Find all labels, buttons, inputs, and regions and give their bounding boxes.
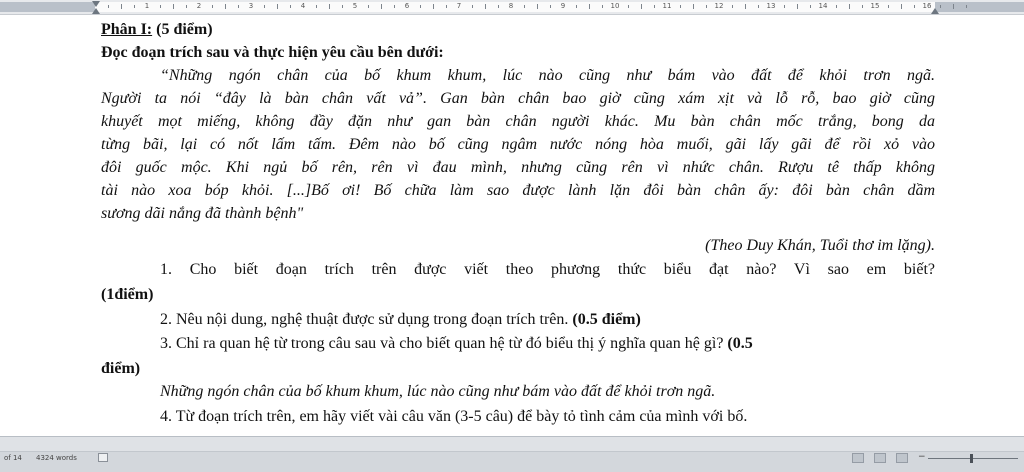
ruler-tick (173, 4, 174, 9)
question-2 (160, 310, 641, 330)
ruler-number: 14 (818, 2, 828, 10)
ruler-tick (641, 4, 642, 9)
ruler-tick (108, 5, 109, 8)
word-count[interactable]: 4324 words (36, 454, 77, 462)
ruler-tick (446, 5, 447, 8)
ruler-tick (368, 5, 369, 8)
ruler-number: 3 (248, 2, 254, 10)
full-screen-view-button[interactable] (874, 453, 886, 463)
question-1-points: (1điểm) (101, 286, 154, 303)
question-3-sentence: Những ngón chân của bố khum khum, lúc nào cũng như bám vào đất để khỏi trơn ngã. (160, 383, 716, 400)
ruler-right-margin (935, 2, 1024, 12)
ruler-number: 9 (560, 2, 566, 10)
status-bar (0, 436, 1024, 471)
passage-line-5: đôi guốc mộc. Khi ngủ bố rên, rên vì đau mình, nhưng cũng rên vì nhức chân. Rượu tê thấp không (101, 159, 935, 176)
passage-line-7: sương dãi nắng đã thành bệnh" (101, 205, 304, 222)
ruler-tick (537, 4, 538, 9)
section-heading (101, 20, 213, 40)
ruler-tick (784, 5, 785, 8)
ruler-tick (238, 5, 239, 8)
hanging-indent-marker[interactable] (92, 8, 100, 14)
ruler-tick (693, 4, 694, 9)
ruler-number: 5 (352, 2, 358, 10)
ruler-tick (225, 4, 226, 9)
passage-line-6: tài nào xoa bóp khỏi. [...]Bố ơi! Bố chữa làm sao được lành lặn đôi bàn chân ấy: đôi bàn chân dầm (101, 182, 935, 199)
ruler-tick (524, 5, 525, 8)
question-3 (160, 334, 753, 354)
page-info[interactable]: of 14 (4, 454, 22, 462)
ruler-tick (849, 4, 850, 9)
ruler-tick (589, 4, 590, 9)
ruler-tick (134, 5, 135, 8)
source-citation: (Theo Duy Khán, Tuổi thơ im lặng). (705, 237, 935, 254)
ruler-tick (914, 5, 915, 8)
passage-line-3: khuyết mọt miếng, không đầy đặn như gan bàn chân người khác. Mu bàn chân mốc trắng, bong da (101, 113, 935, 130)
ruler-tick (810, 5, 811, 8)
zoom-out-icon[interactable]: − (918, 452, 926, 462)
ruler-tick (212, 5, 213, 8)
ruler-tick (628, 5, 629, 8)
ruler-number: 2 (196, 2, 202, 10)
question-2-text: 2. Nêu nội dung, nghệ thuật được sử dụng trong đoạn trích trên. (160, 311, 573, 328)
ruler-tick (264, 5, 265, 8)
ruler-tick (498, 5, 499, 8)
ruler-tick (485, 4, 486, 9)
ruler-tick (472, 5, 473, 8)
ruler-text-area (95, 2, 935, 12)
ruler-tick (381, 4, 382, 9)
ruler-number: 13 (766, 2, 776, 10)
web-layout-view-button[interactable] (896, 453, 908, 463)
ruler-tick (329, 4, 330, 9)
horizontal-ruler[interactable] (0, 0, 1024, 15)
ruler-tick (316, 5, 317, 8)
ruler-tick (654, 5, 655, 8)
ruler-number: 7 (456, 2, 462, 10)
ruler-tick (966, 5, 967, 8)
ruler-number: 11 (662, 2, 672, 10)
passage-line-2: Người ta nói “đây là bàn chân vất vả”. Gan bàn chân bao giờ cũng xám xịt và lỗ rỗ, bao giờ cũng (101, 90, 935, 107)
question-1: 1. Cho biết đoạn trích trên được viết theo phương thức biểu đạt nào? Vì sao em biết? (160, 261, 935, 278)
proofing-icon[interactable] (98, 453, 108, 462)
ruler-tick (342, 5, 343, 8)
zoom-slider-thumb[interactable] (970, 454, 973, 463)
question-3-points-b: điểm) (101, 360, 141, 377)
ruler-tick (888, 5, 889, 8)
ruler-number: 10 (610, 2, 620, 10)
right-indent-marker[interactable] (931, 8, 939, 14)
ruler-tick (745, 4, 746, 9)
zoom-slider-track[interactable] (928, 458, 1018, 459)
ruler-number: 4 (300, 2, 306, 10)
ruler-tick (953, 4, 954, 9)
passage-line-1: “Những ngón chân của bố khum khum, lúc nào cũng như bám vào đất để khỏi trơn ngã. (160, 67, 935, 84)
document-page[interactable] (0, 15, 1024, 436)
passage-line-4: từng bãi, lại có nốt lấm tấm. Đêm nào bố cũng ngâm nước nóng hòa muối, gãi lấy gãi để rồi xỏ vào (101, 136, 935, 153)
ruler-tick (732, 5, 733, 8)
ruler-number: 16 (922, 2, 932, 10)
ruler-tick (121, 4, 122, 9)
question-2-points: (0.5 điểm) (572, 311, 641, 328)
ruler-tick (433, 4, 434, 9)
ruler-tick (394, 5, 395, 8)
ruler-tick (797, 4, 798, 9)
ruler-tick (836, 5, 837, 8)
ruler-number: 8 (508, 2, 514, 10)
ruler-tick (420, 5, 421, 8)
ruler-tick (862, 5, 863, 8)
print-layout-view-button[interactable] (852, 453, 864, 463)
ruler-number: 12 (714, 2, 724, 10)
ruler-tick (706, 5, 707, 8)
ruler-left-margin (0, 2, 95, 12)
question-4: 4. Từ đoạn trích trên, em hãy viết vài câu văn (3-5 câu) để bày tỏ tình cảm của mình với bố. (160, 408, 748, 425)
question-3-points-a: (0.5 (727, 335, 753, 352)
ruler-tick (680, 5, 681, 8)
ruler-tick (277, 4, 278, 9)
ruler-tick (290, 5, 291, 8)
ruler-tick (901, 4, 902, 9)
ruler-tick (940, 5, 941, 8)
section-points: (5 điểm) (152, 21, 213, 38)
first-line-indent-marker[interactable] (92, 1, 100, 7)
ruler-tick (576, 5, 577, 8)
section-title: Phân I: (101, 21, 153, 38)
ruler-tick (602, 5, 603, 8)
ruler-tick (758, 5, 759, 8)
ruler-tick (550, 5, 551, 8)
status-strip (0, 451, 1024, 472)
question-3-text: 3. Chỉ ra quan hệ từ trong câu sau và cho biết quan hệ từ đó biểu thị ý nghĩa quan hệ gì? (160, 335, 728, 352)
ruler-tick (160, 5, 161, 8)
ruler-number: 15 (870, 2, 880, 10)
instruction-text: Đọc đoạn trích sau và thực hiện yêu cầu bên dưới: (101, 44, 444, 61)
ruler-number: 6 (404, 2, 410, 10)
ruler-tick (186, 5, 187, 8)
ruler-number: 1 (144, 2, 150, 10)
